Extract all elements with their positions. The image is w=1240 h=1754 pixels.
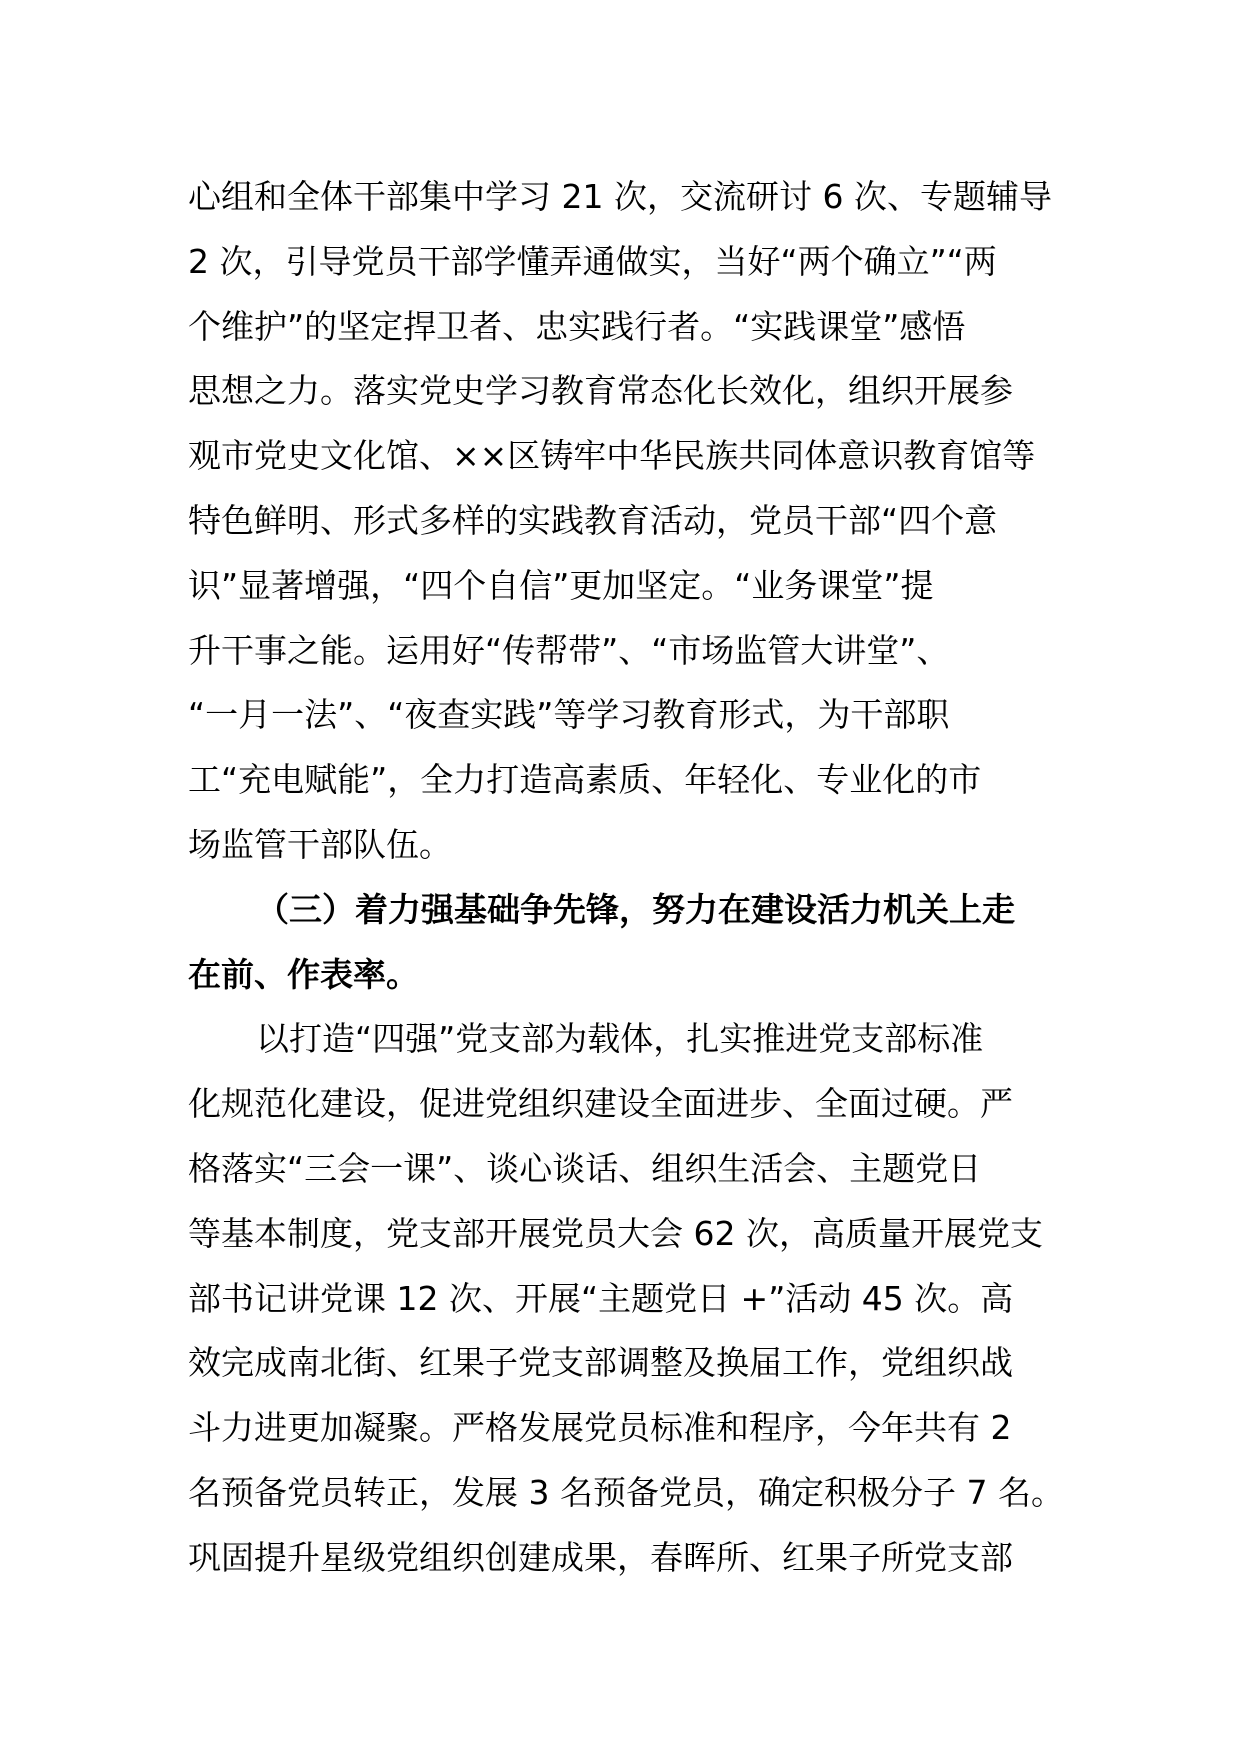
document-body — [188, 165, 1064, 1591]
text-line: 工“充电赋能”，全力打造高素质、年轻化、专业化的市 — [188, 760, 982, 800]
text-line: “一月一法”、“夜查实践”等学习教育形式，为干部职 — [188, 695, 950, 735]
text-line: 2 次，引导党员干部学懂弄通做实，当好“两个确立”“两 — [188, 241, 997, 281]
text-line: 识”显著增强，“四个自信”更加坚定。“业务课堂”提 — [188, 565, 934, 605]
text-line: 化规范化建设，促进党组织建设全面进步、全面过硬。严 — [188, 1084, 1013, 1124]
text-line: 个维护”的坚定捍卫者、忠实践行者。“实践课堂”感悟 — [188, 306, 966, 346]
section-heading-continuation: 在前、作表率。 — [188, 954, 419, 994]
text-line: 等基本制度，党支部开展党员大会 62 次，高质量开展党支 — [188, 1213, 1043, 1253]
text-line: 观市党史文化馆、××区铸牢中华民族共同体意识教育馆等 — [188, 436, 1036, 476]
text-line: 名预备党员转正，发展 3 名预备党员，确定积极分子 7 名。 — [188, 1472, 1064, 1512]
text-line: 部书记讲党课 12 次、开展“主题党日 +”活动 45 次。高 — [188, 1278, 1014, 1318]
text-line: 心组和全体干部集中学习 21 次，交流研讨 6 次、专题辅导 — [188, 177, 1052, 216]
text-line: 巩固提升星级党组织创建成果，春晖所、红果子所党支部 — [188, 1537, 1013, 1577]
text-line: 效完成南北街、红果子党支部调整及换届工作，党组织战 — [188, 1343, 1013, 1383]
text-line: 特色鲜明、形式多样的实践教育活动，党员干部“四个意 — [188, 500, 998, 540]
text-line: 斗力进更加凝聚。严格发展党员标准和程序，今年共有 2 — [188, 1408, 1012, 1448]
text-line: 升干事之能。运用好“传帮带”、“市场监管大讲堂”、 — [188, 630, 950, 670]
text-line: 格落实“三会一课”、谈心谈话、组织生活会、主题党日 — [188, 1148, 982, 1188]
section-heading: （三）着力强基础争先锋，努力在建设活力机关上走 — [256, 889, 1015, 929]
text-line: 场监管干部队伍。 — [188, 824, 452, 864]
text-line: 思想之力。落实党史学习教育常态化长效化，组织开展参 — [188, 371, 1013, 411]
paragraph-first-line: 以打造“四强”党支部为载体，扎实推进党支部标准 — [256, 1019, 984, 1059]
